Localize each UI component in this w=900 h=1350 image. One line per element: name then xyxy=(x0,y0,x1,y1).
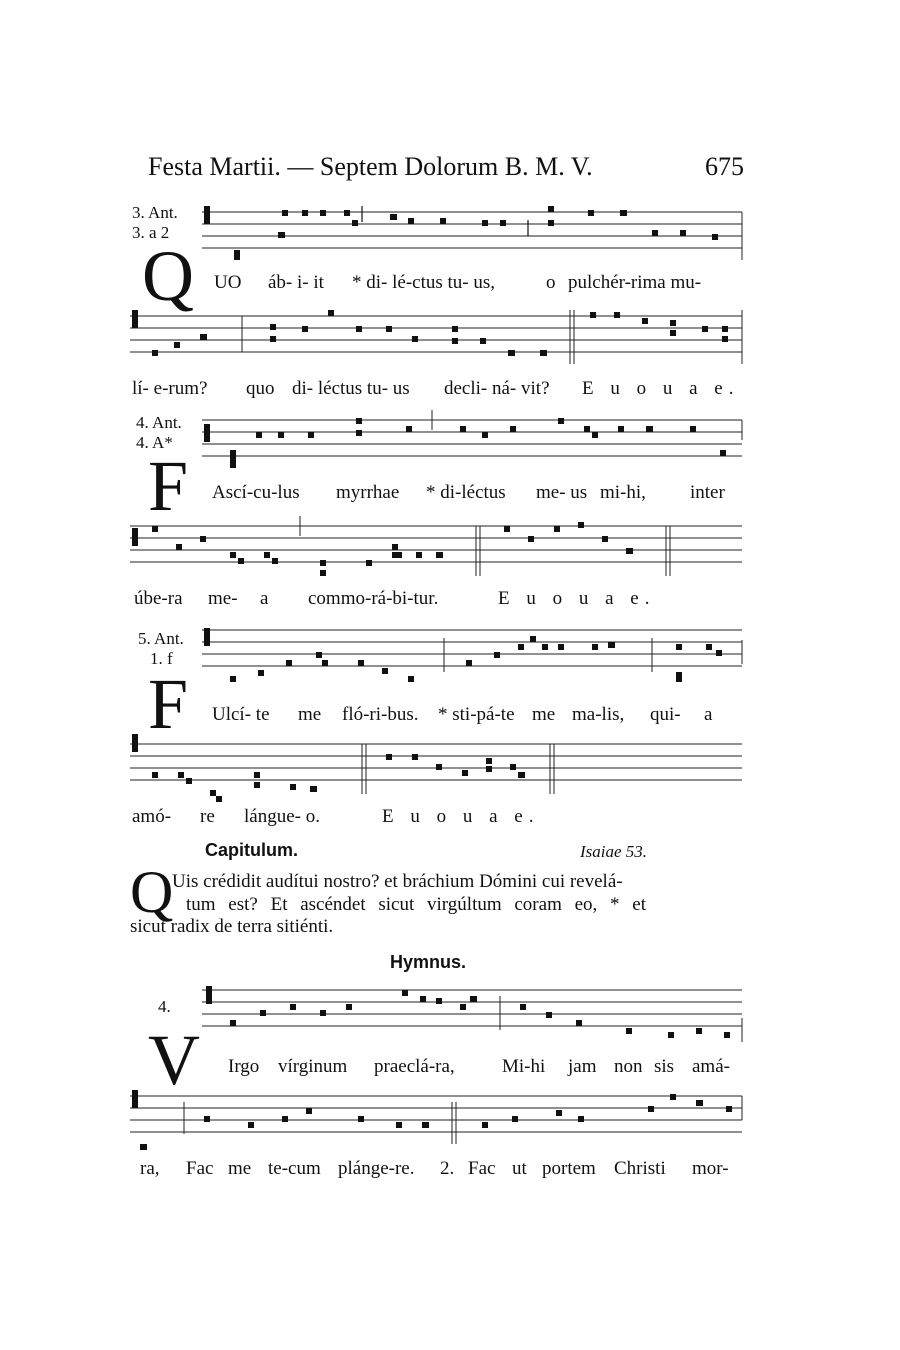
capitulum-reference: Isaiae 53. xyxy=(580,842,648,861)
lyric-syllable: 2. xyxy=(440,1158,455,1179)
drop-capital: V xyxy=(148,1020,200,1100)
antiphon-label: 5. Ant. xyxy=(138,629,184,648)
lyric-syllable: portem xyxy=(542,1158,596,1179)
lyric-syllable: decli- ná- vit? xyxy=(444,378,550,399)
lyric-syllable: Christi xyxy=(614,1158,666,1179)
drop-capital: F xyxy=(148,446,189,526)
lyric-syllable: re xyxy=(200,806,215,827)
lyric-syllable: me- us xyxy=(536,482,588,503)
lyric-syllable: jam xyxy=(568,1056,597,1077)
hymn-title: Hymnus. xyxy=(390,952,467,972)
lyric-syllable: E u o u a e. xyxy=(382,806,540,827)
lyric-syllable: amá- xyxy=(692,1056,730,1077)
music-staff xyxy=(130,734,746,804)
lyric-syllable: myrrhae xyxy=(336,482,400,503)
drop-capital: F xyxy=(148,664,189,744)
neume-staff-svg xyxy=(130,202,746,262)
music-staff xyxy=(130,620,746,692)
lyric-syllable: me xyxy=(532,704,556,725)
lyric-syllable: non xyxy=(614,1056,643,1077)
lyric-syllable: * di-léctus xyxy=(426,482,506,503)
lyric-syllable: sis xyxy=(654,1056,675,1077)
lyric-syllable: a xyxy=(260,588,269,609)
music-staff xyxy=(130,1086,746,1156)
neume-staff-svg xyxy=(130,1086,746,1156)
antiphon-label: 3. Ant. xyxy=(132,203,178,222)
lyric-syllable: qui- xyxy=(650,704,681,725)
page-header-title: Festa Martii. — Septem Dolorum B. M. V. xyxy=(148,152,593,181)
capitulum-line: tum est? Et ascéndet sicut virgúltum coram eo, * et xyxy=(186,894,646,915)
lyric-syllable: ra, xyxy=(140,1158,160,1179)
lyric-syllable: vírginum xyxy=(278,1056,348,1077)
lyric-syllable: Fac xyxy=(468,1158,496,1179)
capitulum-line: Uis crédidit audítui nostro? et bráchium Dómini cui revelá- xyxy=(172,871,623,892)
lyric-syllable: di- léctus tu- us xyxy=(292,378,410,399)
lyric-syllable: E u o u a e. xyxy=(498,588,656,609)
lyric-syllable: Ulcí- te xyxy=(212,704,270,725)
neume-staff-svg xyxy=(130,410,746,472)
lyric-syllable: áb- i- it xyxy=(268,272,324,293)
lyric-syllable: inter xyxy=(690,482,725,503)
lyric-syllable: me xyxy=(298,704,322,725)
hymn-mode: 4. xyxy=(158,997,171,1016)
lyric-syllable: Irgo xyxy=(228,1056,260,1077)
music-staff xyxy=(130,980,746,1050)
lyric-syllable: a xyxy=(704,704,713,725)
lyric-syllable: amó- xyxy=(132,806,172,827)
lyric-syllable: mi-hi, xyxy=(600,482,646,503)
neume-staff-svg xyxy=(130,306,746,368)
music-staff xyxy=(130,306,746,368)
neume-staff-svg xyxy=(130,620,746,692)
music-staff xyxy=(130,410,746,472)
music-staff xyxy=(130,516,746,582)
lyric-syllable: E u o u a e. xyxy=(582,378,740,399)
page-number: 675 xyxy=(705,152,744,181)
capitulum-line: sicut radix de terra sitiénti. xyxy=(130,916,334,937)
neume-staff-svg xyxy=(130,516,746,582)
lyric-syllable: * di- lé-ctus tu- us, xyxy=(352,272,496,293)
antiphon-mode: 4. A* xyxy=(136,433,173,452)
lyric-syllable: * sti-pá-te xyxy=(438,704,515,725)
lyric-syllable: ma-lis, xyxy=(572,704,625,725)
lyric-syllable: me- xyxy=(208,588,238,609)
lyric-syllable: ut xyxy=(512,1158,527,1179)
lyric-syllable: o xyxy=(546,272,556,293)
lyric-syllable: Ascí-cu-lus xyxy=(212,482,300,503)
lyric-syllable: Fac xyxy=(186,1158,214,1179)
lyric-syllable: fló-ri-bus. xyxy=(342,704,419,725)
antiphon-mode: 1. f xyxy=(150,649,173,668)
lyric-syllable: Mi-hi xyxy=(502,1056,546,1077)
lyric-syllable: lí- e-rum? xyxy=(132,378,208,399)
lyric-syllable: plánge-re. xyxy=(338,1158,415,1179)
lyric-syllable: UO xyxy=(214,272,242,293)
lyric-syllable: quo xyxy=(246,378,275,399)
lyric-syllable: mor- xyxy=(692,1158,729,1179)
antiphon-label: 4. Ant. xyxy=(136,413,182,432)
lyric-syllable: me xyxy=(228,1158,252,1179)
lyric-syllable: pulchér-rima mu- xyxy=(568,272,702,293)
capitulum-title: Capitulum. xyxy=(205,840,298,860)
antiphon-mode: 3. a 2 xyxy=(132,223,170,242)
lyric-syllable: úbe-ra xyxy=(134,588,183,609)
music-staff xyxy=(130,202,746,262)
lyric-syllable: commo-rá-bi-tur. xyxy=(308,588,439,609)
neume-staff-svg xyxy=(130,734,746,804)
lyric-syllable: praeclá-ra, xyxy=(374,1056,455,1077)
drop-capital: Q xyxy=(142,236,194,316)
lyric-syllable: lángue- o. xyxy=(244,806,320,827)
lyric-syllable: te-cum xyxy=(268,1158,321,1179)
drop-capital: Q xyxy=(130,859,174,925)
neume-staff-svg xyxy=(130,980,746,1050)
